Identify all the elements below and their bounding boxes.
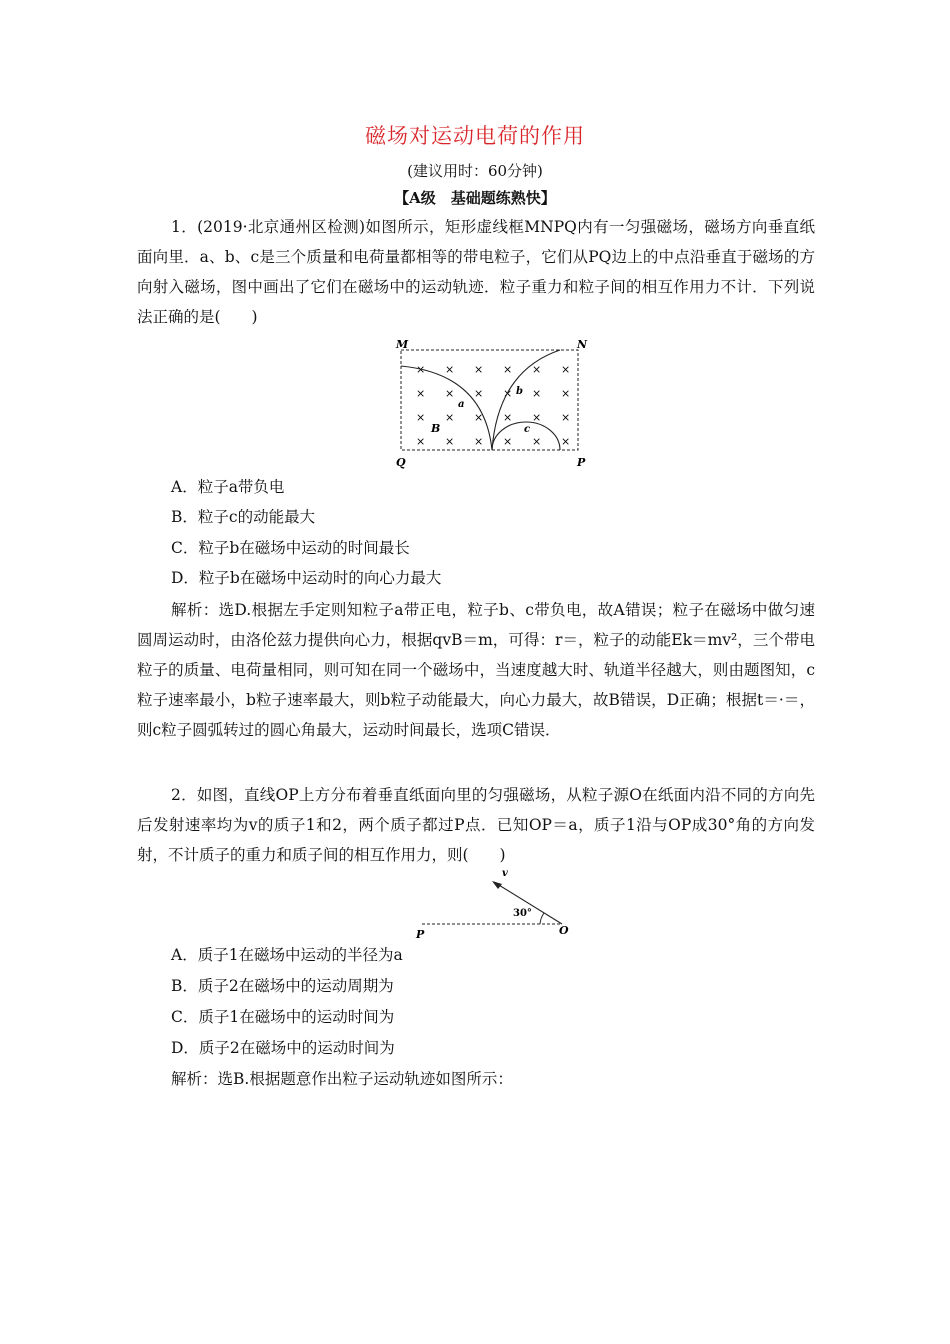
question-2-option-a: A．质子1在磁场中运动的半径为a xyxy=(171,946,403,964)
field-cross: × xyxy=(503,435,513,448)
label-M: M xyxy=(396,338,409,351)
question-1-figure xyxy=(388,336,598,472)
field-cross: × xyxy=(445,387,455,400)
field-cross: × xyxy=(503,411,513,424)
field-cross: × xyxy=(474,387,484,400)
label-B: B xyxy=(431,422,441,435)
suggested-time: (建议用时：60分钟) xyxy=(407,162,543,180)
field-crosses xyxy=(416,363,570,448)
arrow-head-icon xyxy=(492,881,502,889)
question-2-analysis: 解析：选B.根据题意作出粒子运动轨迹如图所示： xyxy=(171,1070,513,1088)
question-1-option-b: B．粒子c的动能最大 xyxy=(171,508,316,526)
field-cross: × xyxy=(503,363,513,376)
label-P: P xyxy=(416,928,425,940)
question-2-option-c: C．质子1在磁场中的运动时间为 xyxy=(171,1008,395,1026)
field-cross: × xyxy=(474,411,484,424)
field-cross: × xyxy=(474,435,484,448)
label-Q: Q xyxy=(396,456,406,469)
field-cross: × xyxy=(561,363,571,376)
question-2-figure xyxy=(410,868,580,940)
question-2-stem: 2．如图，直线OP上方分布着垂直纸面向里的匀强磁场，从粒子源O在纸面内沿不同的方向先后发射速率均为v的质子1和2，两个质子都过P点．已知OP＝a，质子1沿与OP成30°角的方向发射，不计质子的重力和质子间的相互作用力，则( ) xyxy=(137,786,815,864)
label-v: v xyxy=(502,868,508,879)
label-P: P xyxy=(577,456,586,469)
label-a: a xyxy=(458,399,465,410)
label-angle: 30° xyxy=(513,908,532,919)
field-cross: × xyxy=(503,387,513,400)
field-cross: × xyxy=(416,363,426,376)
field-cross: × xyxy=(445,435,455,448)
field-cross: × xyxy=(532,363,542,376)
label-N: N xyxy=(577,338,588,351)
label-b: b xyxy=(516,386,523,397)
question-1-stem: 1．(2019·北京通州区检测)如图所示，矩形虚线框MNPQ内有一匀强磁场，磁场方向垂直纸面向里．a、b、c是三个质量和电荷量都相等的带电粒子，它们从PQ边上的中点沿垂直于磁场的方向射入磁场，图中画出了它们在磁场中的运动轨迹．粒子重力和粒子间的相互作用力不计．下列说法正确的是( ) xyxy=(137,218,815,326)
field-cross: × xyxy=(532,435,542,448)
question-1-analysis: 解析：选D.根据左手定则知粒子a带正电，粒子b、c带负电，故A错误；粒子在磁场中做匀速圆周运动时，由洛伦兹力提供向心力，根据qvB＝m，可得：r＝，粒子的动能Ek＝mv²，三个带电粒子的质量、电荷量相同，则可知在同一个磁场中，当速度越大时、轨道半径越大，则由题图知，c粒子速率最小，b粒子速率最大，则b粒子动能最大，向心力最大，故B错误，D正确；根据t＝·＝，则c粒子圆弧转过的圆心角最大，运动时间最长，选项C错误． xyxy=(137,601,815,739)
field-cross: × xyxy=(532,411,542,424)
angle-arc xyxy=(540,913,544,924)
label-c: c xyxy=(524,424,531,435)
level-heading: 【A级 基础题练熟快】 xyxy=(394,189,556,207)
question-1-option-a: A．粒子a带负电 xyxy=(171,478,285,496)
question-1-option-c: C．粒子b在磁场中运动的时间最长 xyxy=(171,539,410,557)
field-cross: × xyxy=(445,363,455,376)
field-cross: × xyxy=(561,387,571,400)
field-cross: × xyxy=(416,387,426,400)
label-O: O xyxy=(559,924,569,937)
question-2-option-b: B．质子2在磁场中的运动周期为 xyxy=(171,977,394,995)
field-cross: × xyxy=(416,435,426,448)
question-2-option-d: D．质子2在磁场中的运动时间为 xyxy=(171,1039,395,1057)
field-cross: × xyxy=(445,411,455,424)
question-1-option-d: D．粒子b在磁场中运动时的向心力最大 xyxy=(171,569,442,587)
page-title: 磁场对运动电荷的作用 xyxy=(365,124,585,148)
field-cross: × xyxy=(561,411,571,424)
field-cross: × xyxy=(474,363,484,376)
field-cross: × xyxy=(561,435,571,448)
field-cross: × xyxy=(532,387,542,400)
field-cross: × xyxy=(416,411,426,424)
